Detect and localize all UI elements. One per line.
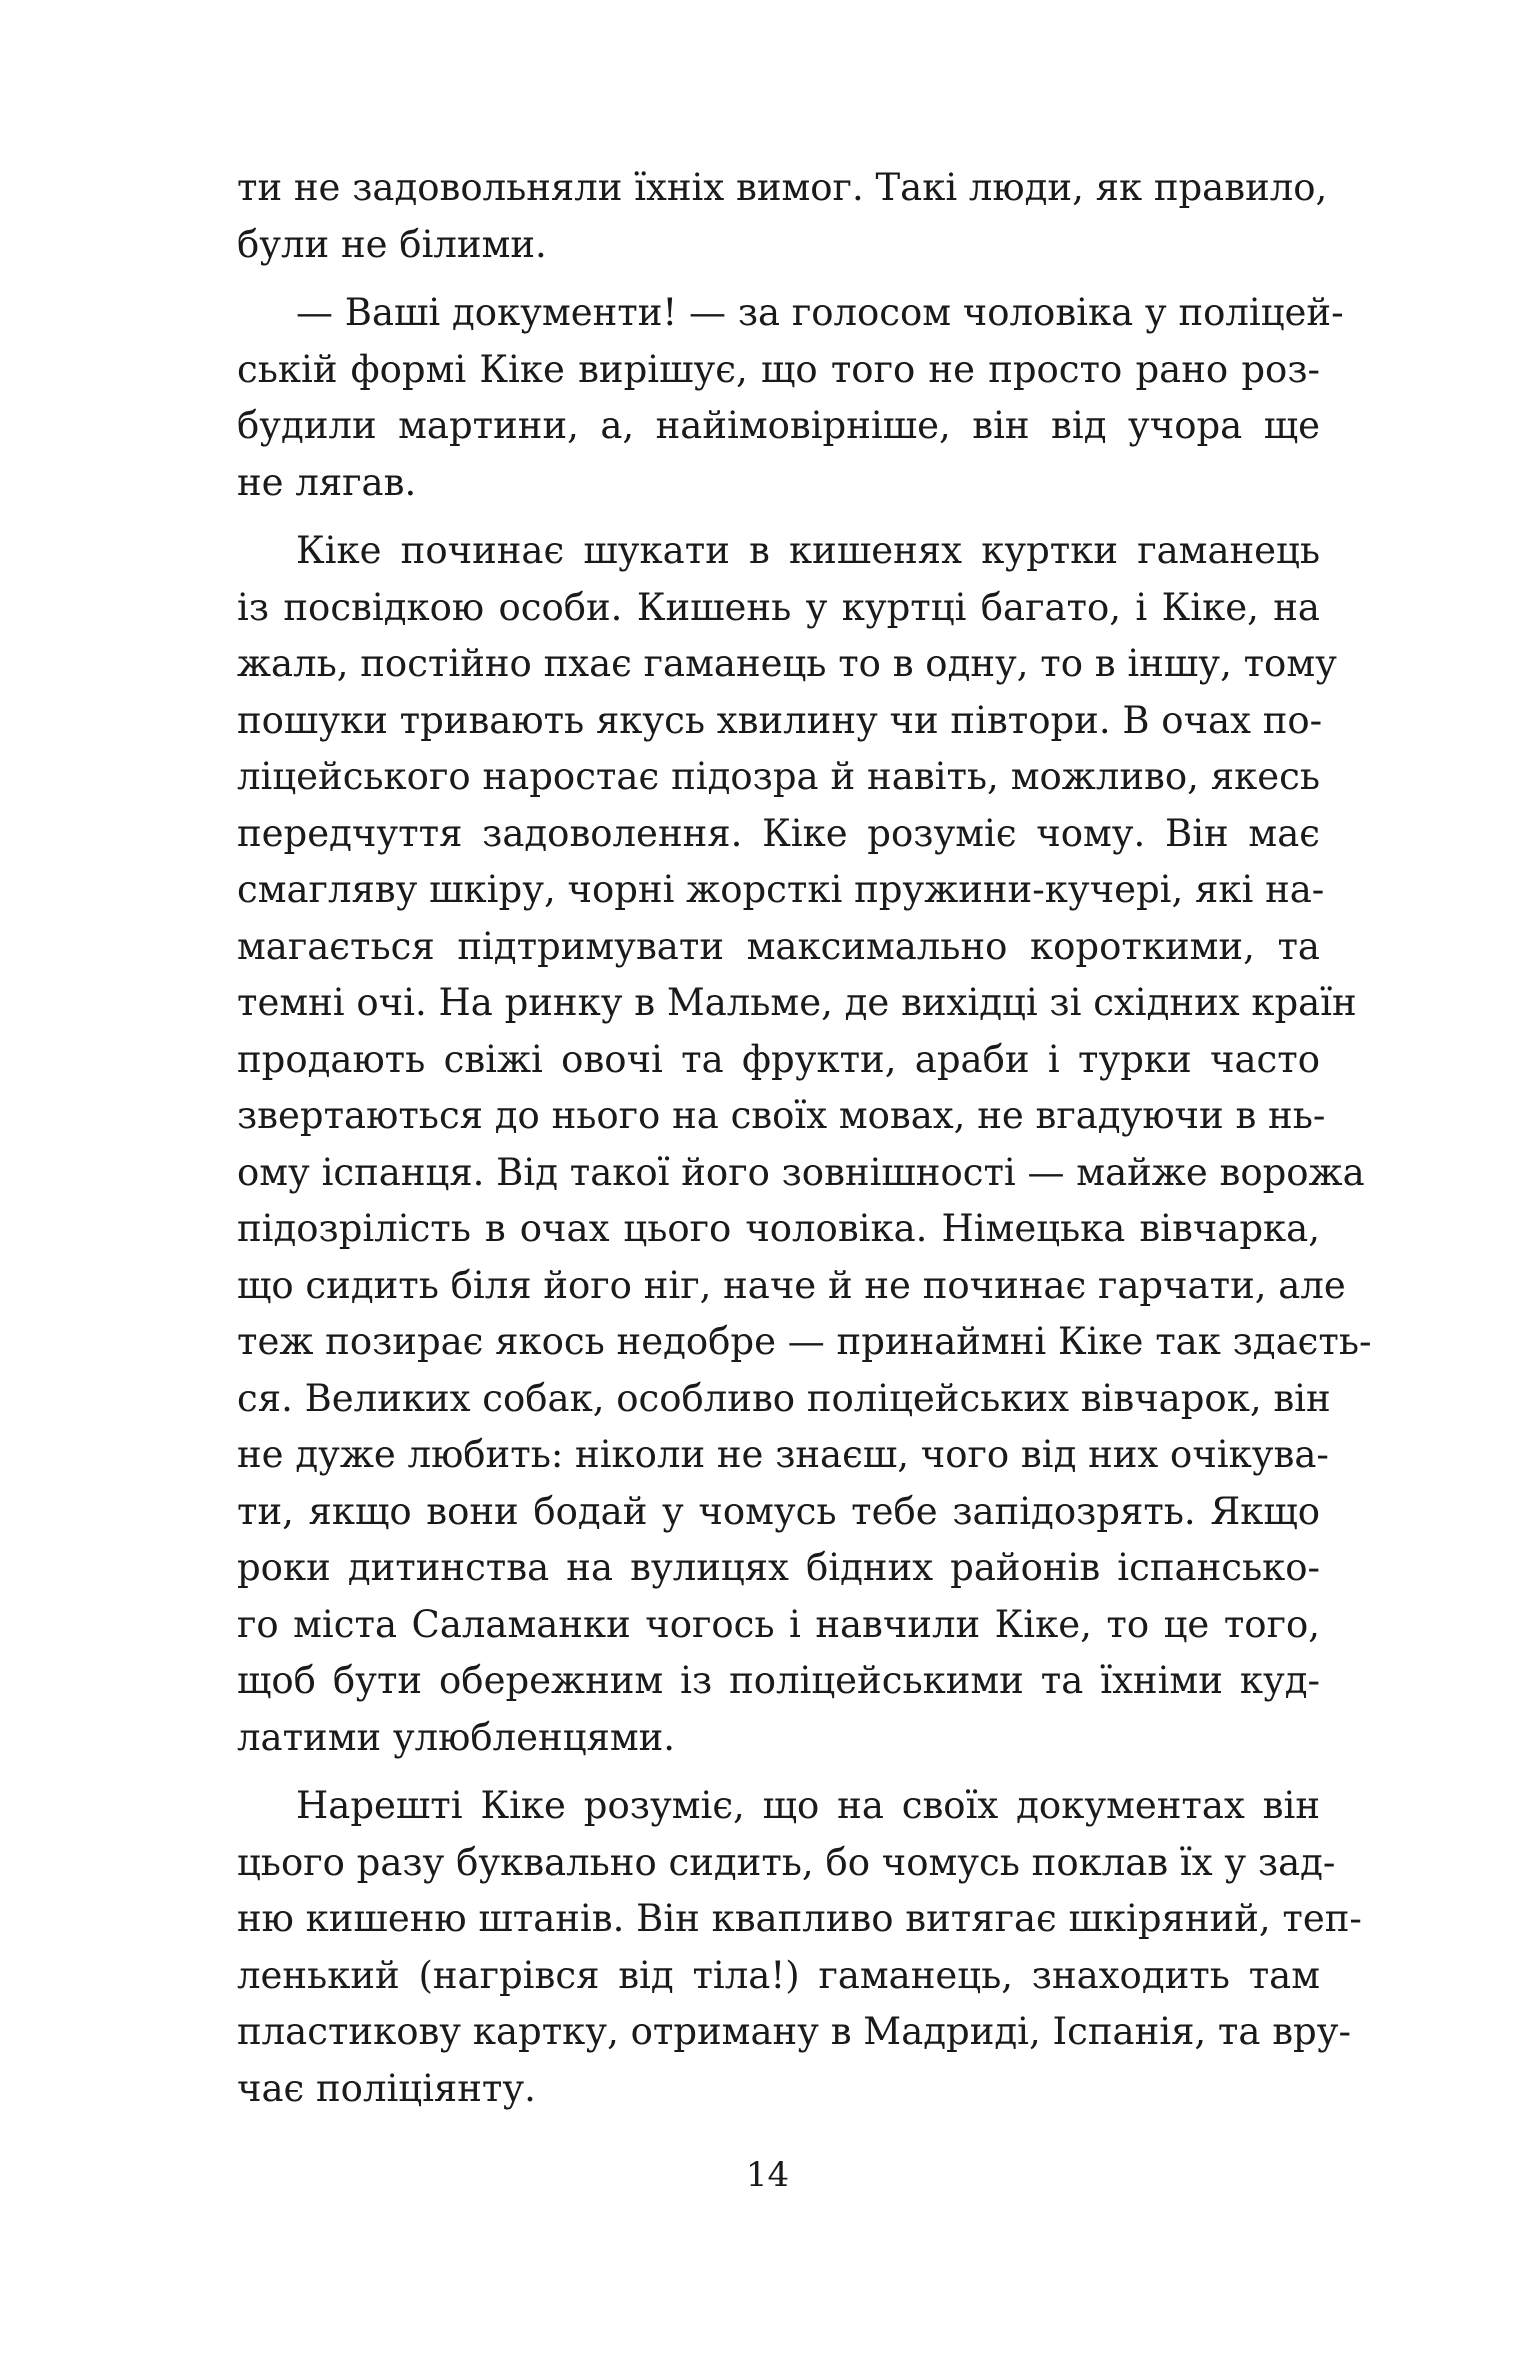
text-line: латими улюбленцями. — [237, 1715, 676, 1759]
text-line: го міста Саламанки чогось і навчили Кіке, то це того, — [237, 1602, 1320, 1646]
text-line: ленький (нагрівся від тіла!) гаманець, знаходить там — [237, 1953, 1320, 1997]
text-line: із посвідкою особи. Кишень у куртці багато, і Кіке, на — [237, 585, 1320, 629]
text-line: темні очі. На ринку в Мальме, де вихідці зі східних країн — [237, 981, 1357, 1024]
text-line: будили мартини, а, найімовірніше, він від учора ще — [237, 404, 1320, 447]
paragraph-gap — [237, 1766, 1320, 1778]
text-line: Кіке починає шукати в кишенях куртки гаманець — [296, 529, 1320, 572]
text-line: продають свіжі овочі та фрукти, араби і турки часто — [237, 1037, 1320, 1081]
text-line: не дуже любить: ніколи не знаєш, чого від них очікува- — [237, 1433, 1329, 1476]
text-line: пошуки тривають якусь хвилину чи півтори. В очах по- — [237, 698, 1323, 742]
paragraph — [237, 1778, 1362, 2117]
text-line: не лягав. — [237, 460, 417, 504]
text-line: підозрілість в очах цього чоловіка. Німецька вівчарка, — [237, 1207, 1320, 1250]
text-line: цього разу буквально сидить, бо чомусь поклав їх у зад- — [237, 1840, 1336, 1884]
page-number: 14 — [745, 2155, 790, 2195]
text-line: Нарешті Кіке розуміє, що на своїх документах він — [296, 1784, 1320, 1827]
text-line: ню кишеню штанів. Він квапливо витягає шкіряний, теп- — [237, 1897, 1362, 1940]
paragraph — [237, 160, 1328, 273]
text-line: ській формі Кіке вирішує, що того не просто рано роз- — [237, 347, 1320, 391]
paragraph — [237, 523, 1372, 1766]
text-line: ліцейського наростає підозра й навіть, можливо, якесь — [237, 755, 1320, 798]
text-line: були не білими. — [237, 222, 547, 266]
text-line: ся. Великих собак, особливо поліцейських вівчарок, він — [237, 1376, 1331, 1420]
body-text — [237, 160, 1372, 2117]
text-line: магається підтримувати максимально короткими, та — [237, 924, 1320, 968]
text-line: передчуття задоволення. Кіке розуміє чому. Він має — [237, 811, 1320, 855]
text-line: смагляву шкіру, чорні жорсткі пружини-кучері, які на- — [237, 868, 1325, 911]
text-line: ти, якщо вони бодай у чомусь тебе запідозрять. Якщо — [237, 1489, 1320, 1533]
text-line: чає поліціянту. — [237, 2066, 536, 2110]
text-line: ому іспанця. Від такої його зовнішності — майже ворожа — [237, 1150, 1365, 1194]
text-line: пластикову картку, отриману в Мадриді, Іспанія, та вру- — [237, 2010, 1352, 2053]
text-line: жаль, постійно пхає гаманець то в одну, то в іншу, тому — [237, 642, 1337, 685]
paragraph-gap — [237, 273, 1320, 285]
text-line: що сидить біля його ніг, наче й не починає гарчати, але — [237, 1263, 1346, 1307]
text-line: теж позирає якось недобре — принаймні Кіке так здаєть- — [237, 1320, 1372, 1363]
text-line: роки дитинства на вулицях бідних районів іспансько- — [237, 1546, 1320, 1589]
paragraph — [237, 285, 1344, 511]
text-line: ти не задовольняли їхніх вимог. Такі люди, як правило, — [237, 166, 1328, 209]
paragraph-gap — [237, 511, 1320, 523]
text-line: — Ваші документи! — за голосом чоловіка у поліцей- — [296, 291, 1344, 334]
text-line: звертаються до нього на своїх мовах, не вгадуючи в нь- — [237, 1094, 1326, 1137]
text-line: щоб бути обережним із поліцейськими та їхніми куд- — [237, 1659, 1320, 1702]
